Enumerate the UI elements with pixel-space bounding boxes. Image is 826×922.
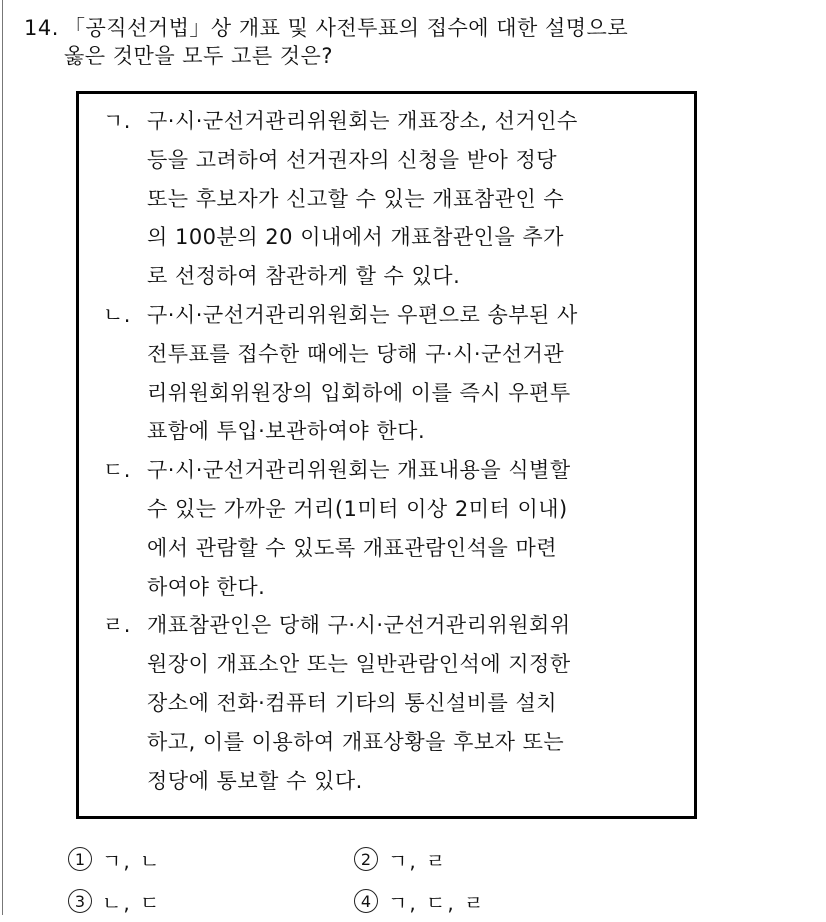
statement-marker: ㄷ. xyxy=(103,458,131,483)
option-text: ㄱ, ㄹ xyxy=(388,848,448,873)
question-stem xyxy=(24,14,804,70)
statement-line: 구·시·군선거관리위원회는 개표내용을 식별할 xyxy=(147,458,571,483)
statement-line: 장소에 전화·컴퓨터 기타의 통신설비를 설치 xyxy=(147,690,558,715)
answer-option-2[interactable] xyxy=(354,845,640,874)
statement-marker: ㄴ. xyxy=(103,302,131,327)
option-text: ㄴ, ㄷ xyxy=(102,890,162,915)
statement-line: 등을 고려하여 선거권자의 신청을 받아 정당 xyxy=(147,147,558,172)
answer-option-3[interactable] xyxy=(68,887,354,916)
statement-line: 에서 관람할 수 있도록 개표관람인석을 마련 xyxy=(147,535,558,560)
statement-line: 의 100분의 20 이내에서 개표참관인을 추가 xyxy=(147,225,564,250)
question-text-1: 「공직선거법」상 개표 및 사전투표의 접수에 대한 설명으로 xyxy=(64,16,629,40)
statement-item-c xyxy=(103,451,683,606)
option-text: ㄱ, ㄴ xyxy=(102,848,162,873)
statements-box xyxy=(76,91,697,819)
option-number-circle: 4 xyxy=(354,889,378,913)
question-line-1 xyxy=(24,14,804,42)
statement-line: 리위원회위원장의 입회하에 이를 즉시 우편투 xyxy=(147,380,571,405)
statement-list xyxy=(103,102,683,800)
statement-line: 원장이 개표소안 또는 일반관람인석에 지정한 xyxy=(147,652,571,677)
statement-item-d xyxy=(103,606,683,800)
option-number-circle: 2 xyxy=(354,847,378,871)
statement-line: 구·시·군선거관리위원회는 개표장소, 선거인수 xyxy=(147,109,578,133)
option-number-circle: 3 xyxy=(68,889,92,913)
statement-line: 전투표를 접수한 때에는 당해 구·시·군선거관 xyxy=(147,341,565,366)
options-row-2 xyxy=(68,880,768,922)
statement-line: 또는 후보자가 신고할 수 있는 개표참관인 수 xyxy=(147,186,565,211)
statement-marker: ㄱ. xyxy=(103,109,131,133)
answer-option-1[interactable] xyxy=(68,845,354,874)
question-text-2: 옳은 것만을 모두 고른 것은? xyxy=(64,44,333,68)
statement-item-b xyxy=(103,296,683,451)
statement-line: 개표참관인은 당해 구·시·군선거관리위원회위 xyxy=(147,613,571,638)
option-text: ㄱ, ㄷ, ㄹ xyxy=(388,890,486,915)
statement-item-a xyxy=(103,102,683,296)
statement-marker: ㄹ. xyxy=(103,613,131,638)
question-number: 14. xyxy=(24,16,59,40)
statement-line: 구·시·군선거관리위원회는 우편으로 송부된 사 xyxy=(147,302,578,327)
statement-line: 로 선정하여 참관하게 할 수 있다. xyxy=(147,264,461,289)
page-left-border xyxy=(2,0,3,915)
statement-line: 표함에 투입·보관하여야 한다. xyxy=(147,419,426,444)
answer-options xyxy=(68,838,768,922)
statement-line: 수 있는 가까운 거리(1미터 이상 2미터 이내) xyxy=(147,496,568,521)
option-number-circle: 1 xyxy=(68,847,92,871)
statement-line: 하여야 한다. xyxy=(147,574,266,599)
statement-line: 정당에 통보할 수 있다. xyxy=(147,768,363,793)
answer-option-4[interactable] xyxy=(354,887,640,916)
question-line-2 xyxy=(24,42,804,70)
statement-line: 하고, 이를 이용하여 개표상황을 후보자 또는 xyxy=(147,729,565,754)
options-row-1 xyxy=(68,838,768,880)
